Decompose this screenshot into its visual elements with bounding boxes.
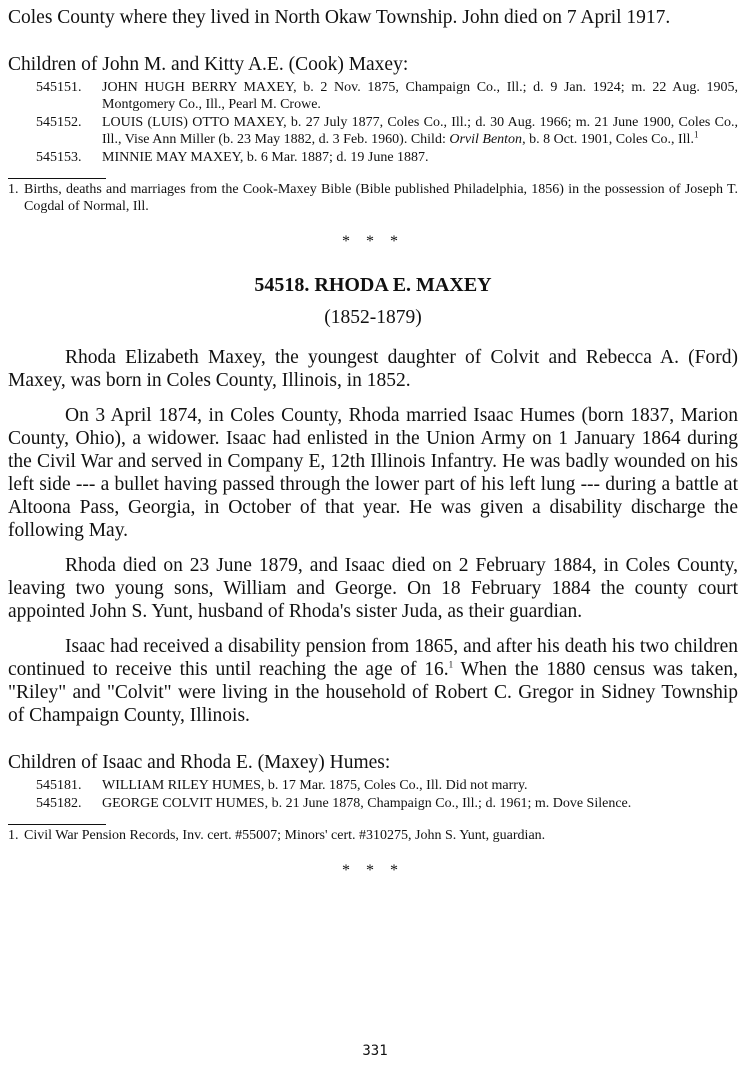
paragraph: Rhoda died on 23 June 1879, and Isaac died on 2 February 1884, in Coles County, leaving two young sons, William and George. On 18 February 1884 the county court appointed John S. Yunt, husband of Rhoda's sister Juda, as their guardian. [8, 555, 738, 622]
document-page [8, 0, 738, 880]
footnote-divider [8, 178, 106, 179]
child-number: 545182. [36, 796, 82, 811]
section-title: 54518. RHODA E. MAXEY [254, 274, 492, 296]
paragraph-text: Isaac had received a disability pension from 1865, and after his death his two children continued to receive this until reaching the age of 16. [8, 636, 738, 680]
child-text: WILLIAM RILEY HUMES, b. 17 Mar. 1875, Coles Co., Ill. Did not marry. [102, 778, 528, 793]
child-entry [36, 777, 738, 794]
section-separator: * * * [342, 233, 404, 250]
child-entry [36, 795, 738, 812]
child-number: 545153. [36, 150, 82, 165]
child-number: 545151. [36, 80, 82, 95]
section-separator: * * * [342, 862, 404, 879]
page-number: 331 [362, 1043, 388, 1059]
life-dates: (1852-1879) [324, 307, 422, 328]
child-text-tail: , b. 8 Oct. 1901, Coles Co., Ill. [522, 132, 694, 147]
footnote [8, 181, 738, 215]
child-number: 545181. [36, 778, 82, 793]
child-number: 545152. [36, 115, 82, 130]
children-heading-humes: Children of Isaac and Rhoda E. (Maxey) Humes: [8, 752, 391, 773]
child-entry [36, 114, 738, 148]
child-text: MINNIE MAY MAXEY, b. 6 Mar. 1887; d. 19 June 1887. [102, 150, 429, 165]
footnote-number: 1. [8, 828, 19, 843]
footnote-text: Births, deaths and marriages from the Cook-Maxey Bible (Bible published Philadelphia, 1856) in the possession of Joseph T. Cogdal of Normal, Ill. [24, 182, 738, 214]
footnote-text: Civil War Pension Records, Inv. cert. #55007; Minors' cert. #310275, John S. Yunt, guardian. [24, 828, 546, 843]
footnote-number: 1. [8, 182, 19, 197]
child-text: JOHN HUGH BERRY MAXEY, b. 2 Nov. 1875, Champaign Co., Ill.; d. 9 Jan. 1924; m. 22 Aug. 1905, Montgomery Co., Ill., Pearl M. Crowe. [102, 80, 738, 112]
children-list-humes [8, 777, 738, 812]
child-text-main: LOUIS (LUIS) OTTO MAXEY, b. 27 July 1877, Coles Co., Ill.; d. 30 Aug. 1966; m. 21 June 1900, Coles Co., Ill., Vise Ann Miller (b. 23 May 1882, d. 3 Feb. 1960). Child: [102, 115, 738, 147]
child-entry [36, 149, 738, 166]
child-text [102, 114, 738, 148]
paragraph-text-tail: When the 1880 census was taken, "Riley" and "Colvit" were living in the household of Robert C. Gregor in Sidney Township of Champaign County, Illinois. [8, 659, 738, 726]
children-list-maxey [8, 79, 738, 166]
footnote-reference: 1 [693, 129, 699, 140]
footnote [8, 827, 738, 844]
footnote-reference: 1 [448, 659, 454, 670]
paragraph: On 3 April 1874, in Coles County, Rhoda married Isaac Humes (born 1837, Marion County, Ohio), a widower. Isaac had enlisted in the Union Army on 1 January 1864 during the Civil War and served in Company E, 12th Illinois Infantry. He was badly wounded on his left side --- a bullet having passed through the lower part of his left lung --- during a battle at Altoona Pass, Georgia, in October of that year. He was given a disability discharge the following May. [8, 405, 738, 541]
continuation-text: Coles County where they lived in North Okaw Township. John died on 7 April 1917. [8, 7, 671, 28]
paragraph: Rhoda Elizabeth Maxey, the youngest daughter of Colvit and Rebecca A. (Ford) Maxey, was born in Coles County, Illinois, in 1852. [8, 347, 738, 391]
paragraph [8, 635, 738, 727]
children-heading-maxey: Children of John M. and Kitty A.E. (Cook) Maxey: [8, 54, 409, 75]
footnote-divider [8, 824, 106, 825]
grandchild-name: Orvil Benton [449, 132, 523, 147]
child-text: GEORGE COLVIT HUMES, b. 21 June 1878, Champaign Co., Ill.; d. 1961; m. Dove Silence. [102, 796, 632, 811]
child-entry [36, 79, 738, 113]
